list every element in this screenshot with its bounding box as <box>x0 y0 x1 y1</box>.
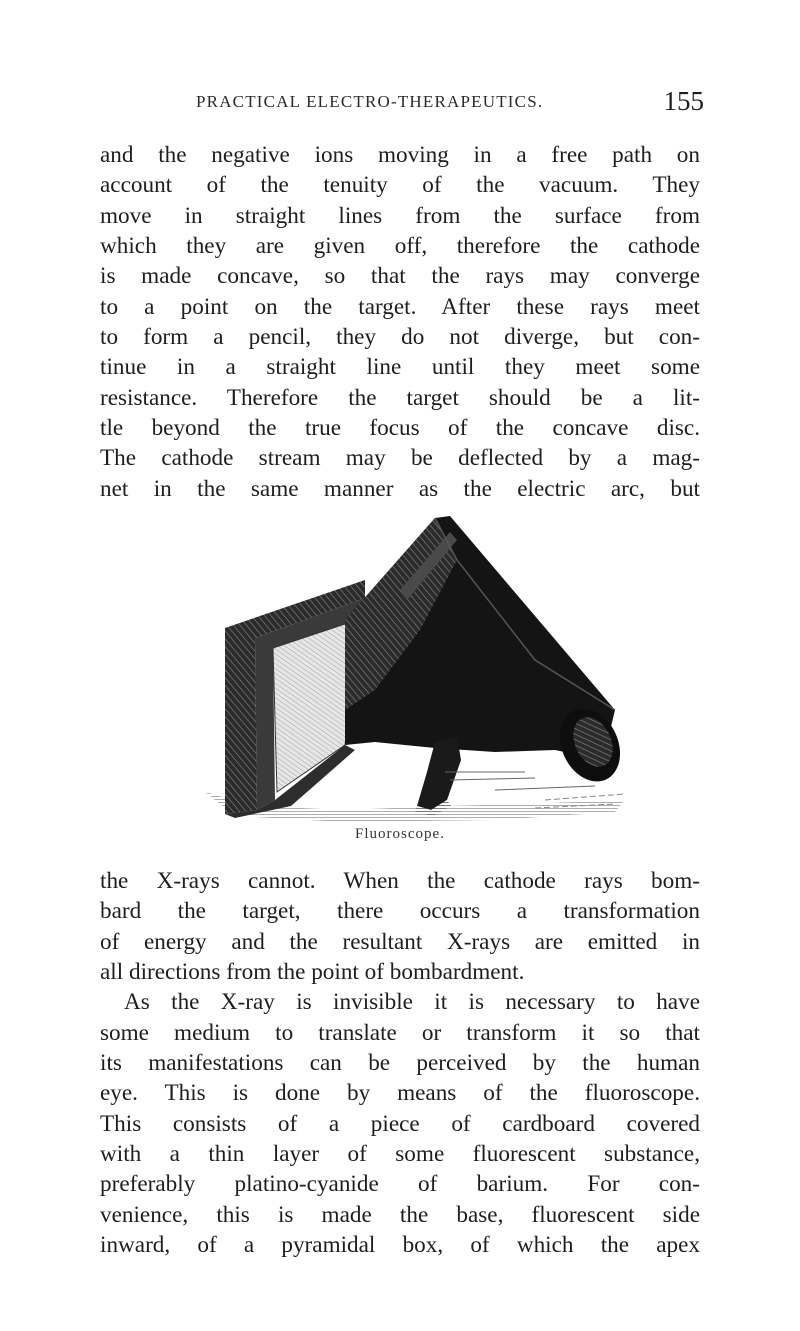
text-line: bard the target, there occurs a transformation <box>100 898 700 925</box>
text-line: preferably platino-cyanide of barium. For con- <box>100 1171 700 1198</box>
paragraph-2 <box>100 866 700 1260</box>
text-line: account of the tenuity of the vacuum. They <box>100 172 700 199</box>
text-line: resistance. Therefore the target should be a lit- <box>100 384 700 411</box>
text-line: the X-rays cannot. When the cathode rays bom- <box>100 868 700 894</box>
text-line: move in straight lines from the surface from <box>100 202 700 229</box>
text-line: net in the same manner as the electric arc, but <box>100 475 700 502</box>
text-line: of energy and the resultant X-rays are emitted in <box>100 928 700 955</box>
text-line: with a thin layer of some fluorescent substance, <box>100 1141 700 1168</box>
text-line: some medium to translate or transform it so that <box>100 1019 700 1046</box>
text-line: which they are given off, therefore the cathode <box>100 233 700 260</box>
running-header <box>196 86 716 120</box>
text-line: all directions from the point of bombardment. <box>100 959 525 986</box>
text-line: to form a pencil, they do not diverge, but con- <box>100 324 700 351</box>
text-line: As the X-ray is invisible it is necessary to have <box>124 989 700 1016</box>
figure-caption: Fluoroscope. <box>355 826 445 842</box>
text-line: eye. This is done by means of the fluoroscope. <box>100 1080 700 1107</box>
fluoroscope-illustration <box>195 510 635 828</box>
text-line: to a point on the target. After these rays meet <box>100 293 700 320</box>
text-line: tinue in a straight line until they meet some <box>100 354 700 381</box>
paragraph-1 <box>100 140 700 504</box>
text-line: The cathode stream may be deflected by a mag- <box>100 445 700 472</box>
text-line: and the negative ions moving in a free path on <box>100 142 700 168</box>
page-number: 155 <box>663 86 704 116</box>
text-line: its manifestations can be perceived by the human <box>100 1050 700 1077</box>
text-line: inward, of a pyramidal box, of which the apex <box>100 1232 700 1259</box>
text-line: venience, this is made the base, fluorescent side <box>100 1201 700 1228</box>
running-title: PRACTICAL ELECTRO-THERAPEUTICS. <box>196 92 544 111</box>
text-line: tle beyond the true focus of the concave disc. <box>100 415 700 442</box>
text-line: is made concave, so that the rays may converge <box>100 263 700 290</box>
text-line: This consists of a piece of cardboard covered <box>100 1110 700 1137</box>
